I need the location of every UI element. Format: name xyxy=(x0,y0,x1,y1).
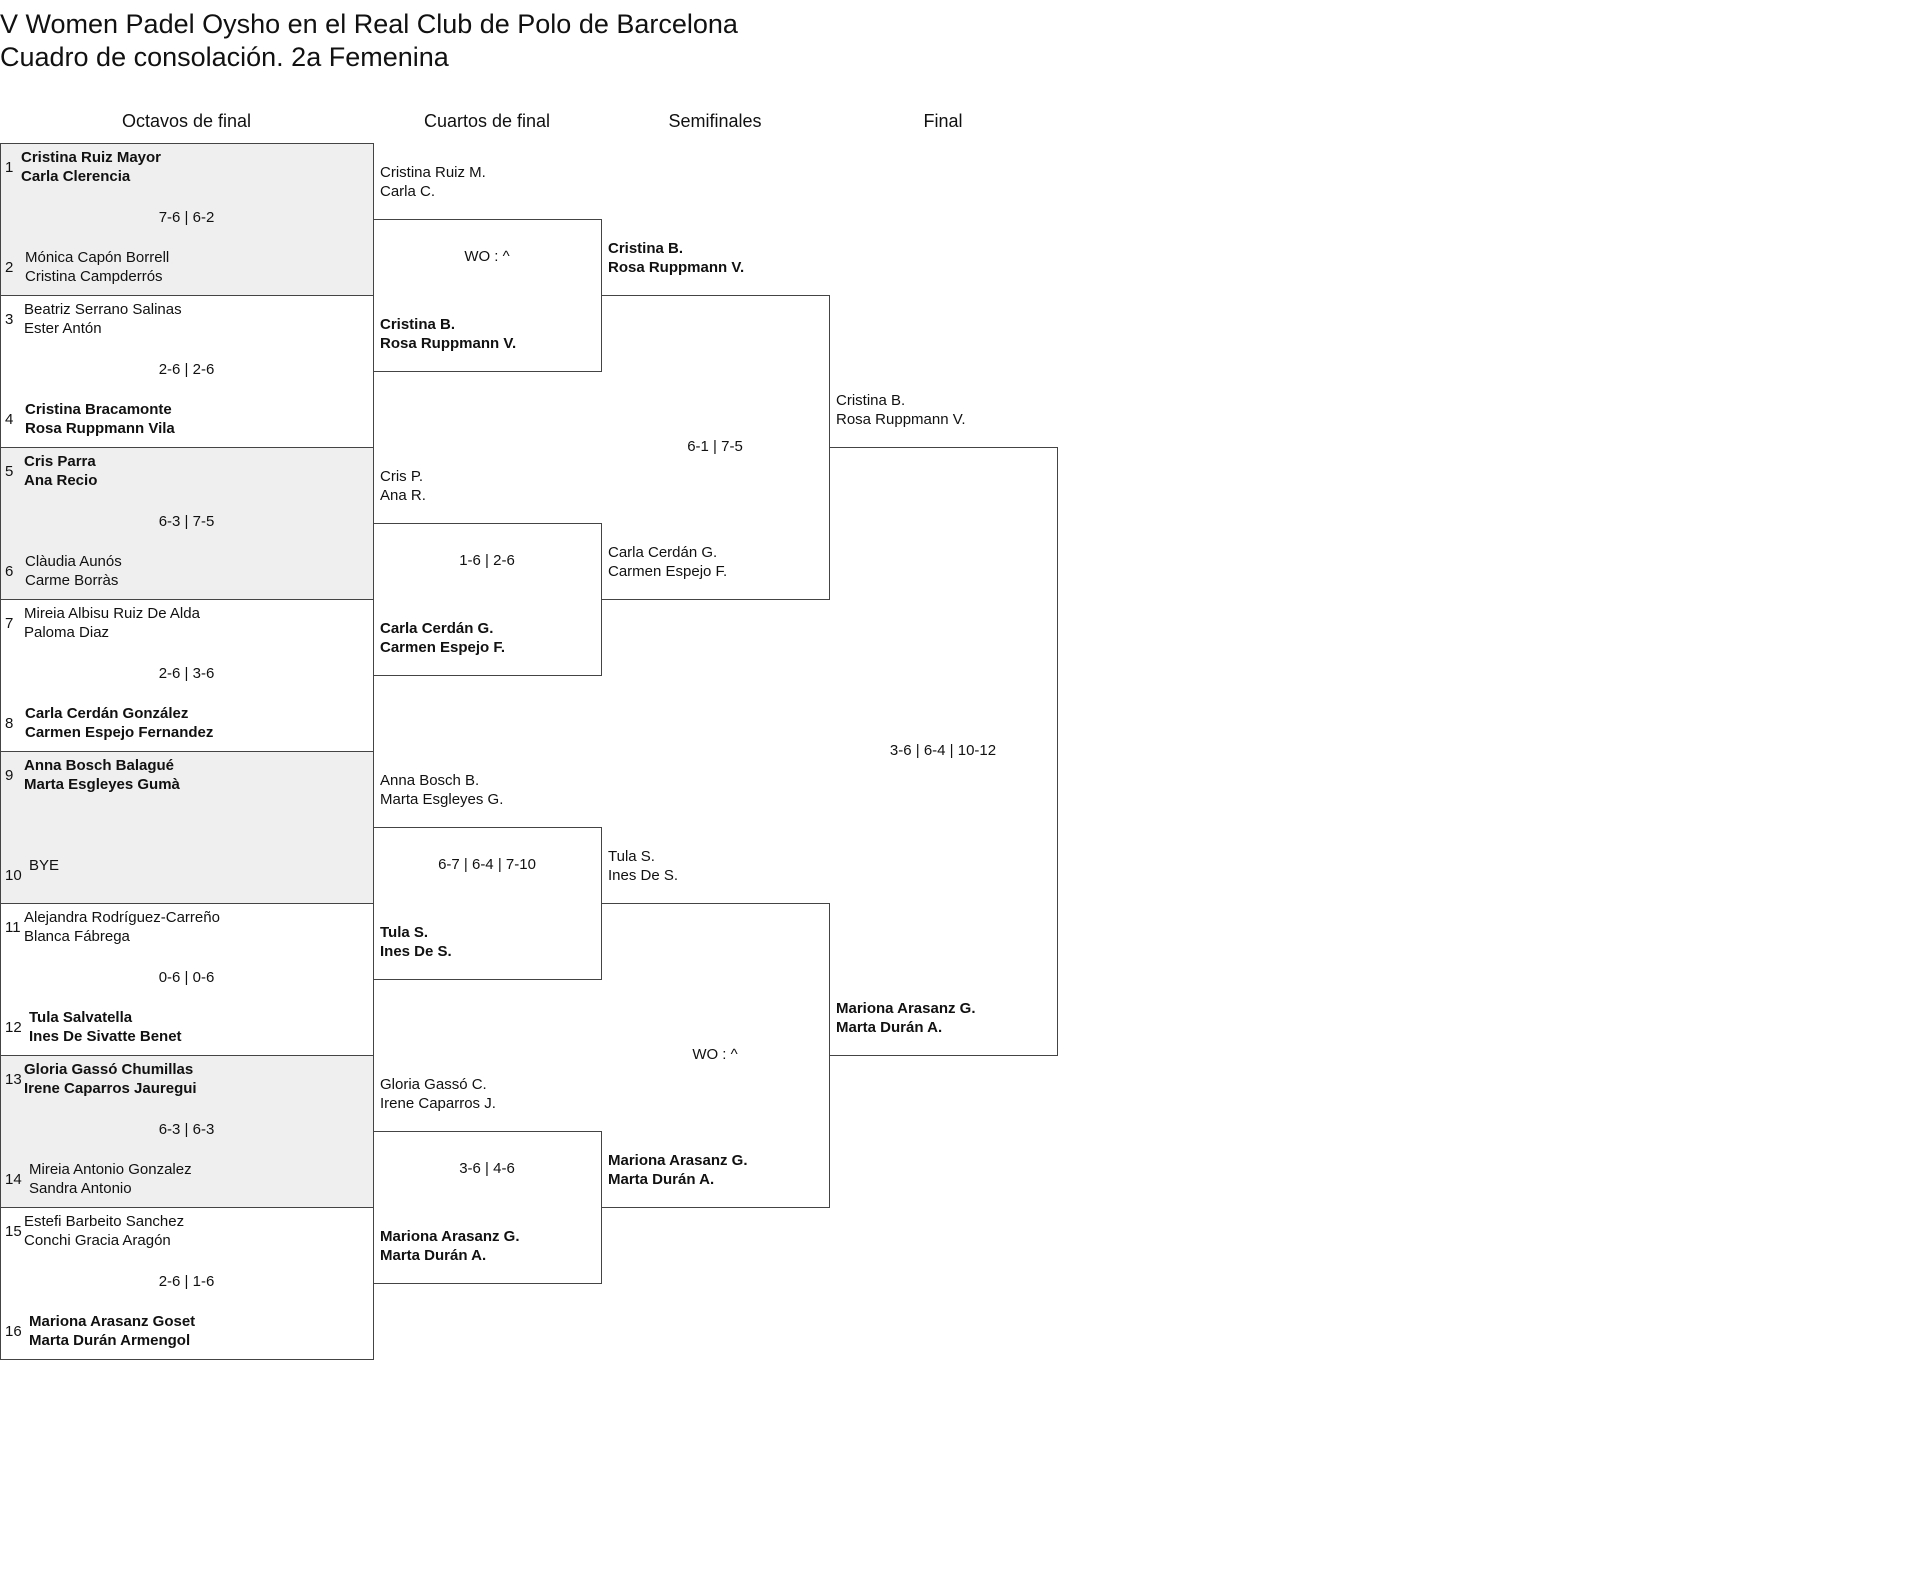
match-score: 2-6 | 1-6 xyxy=(158,1273,215,1290)
team-b xyxy=(380,315,516,353)
player-name: Ana R. xyxy=(380,487,426,504)
player-name xyxy=(29,875,59,894)
player-name: Cristina Ruiz Mayor xyxy=(21,149,162,166)
player-name: Rosa Ruppmann V. xyxy=(608,259,745,276)
team-a xyxy=(24,1060,197,1098)
player-name: Estefi Barbeito Sanchez xyxy=(24,1213,185,1230)
seed-number: 11 xyxy=(5,919,21,936)
player-name: Cris Parra xyxy=(24,453,96,470)
team-a xyxy=(24,604,200,642)
team-a xyxy=(608,847,678,885)
player-name: Ana Recio xyxy=(24,472,98,489)
player-name: Cristina B. xyxy=(380,316,456,333)
player-name: Cristina Bracamonte xyxy=(25,401,172,418)
player-name: Carmen Espejo F. xyxy=(380,639,506,656)
seed-number: 6 xyxy=(5,563,14,580)
player-name: Carla Cerdán G. xyxy=(380,620,494,637)
team-a xyxy=(608,239,744,277)
team-a xyxy=(24,908,220,946)
player-name: Cristina Ruiz M. xyxy=(380,164,486,181)
player-name: Carla Cerdán G. xyxy=(608,544,718,561)
match-score: WO : ^ xyxy=(464,248,510,265)
player-name: Anna Bosch Balagué xyxy=(24,757,175,774)
seed-number: 5 xyxy=(5,463,14,480)
team-b xyxy=(25,248,169,286)
team-a xyxy=(24,300,182,338)
seed-number: 13 xyxy=(5,1071,22,1088)
player-name: Carla Clerencia xyxy=(21,168,131,185)
player-name: Rosa Ruppmann V. xyxy=(380,335,517,352)
seed-number: 12 xyxy=(5,1019,22,1036)
team-b xyxy=(608,1151,747,1189)
match-score: 2-6 | 3-6 xyxy=(158,665,215,682)
player-name: Mariona Arasanz Goset xyxy=(29,1313,196,1330)
player-name: Ines De Sivatte Benet xyxy=(29,1028,182,1045)
player-name: Carmen Espejo Fernandez xyxy=(25,724,214,741)
player-name: Tula Salvatella xyxy=(29,1009,133,1026)
player-name: Mariona Arasanz G. xyxy=(836,1000,976,1017)
seed-number: 16 xyxy=(5,1323,22,1340)
player-name: Sandra Antonio xyxy=(29,1180,132,1197)
team-b xyxy=(29,1008,182,1046)
player-name: Cristina B. xyxy=(836,392,906,409)
player-name: Alejandra Rodríguez-Carreño xyxy=(24,909,220,926)
player-name: Mireia Albisu Ruiz De Alda xyxy=(24,605,200,622)
player-name: BYE xyxy=(29,857,60,874)
match-score: 6-1 | 7-5 xyxy=(687,438,743,455)
player-name: Tula S. xyxy=(608,848,655,865)
player-name: Rosa Ruppmann Vila xyxy=(25,420,175,437)
match-score: 6-3 | 6-3 xyxy=(158,1121,215,1138)
team-b xyxy=(380,923,452,961)
team-a xyxy=(21,148,161,186)
player-name: Carla Cerdán González xyxy=(25,705,189,722)
player-name: Ines De S. xyxy=(380,943,452,960)
team-b xyxy=(25,704,213,742)
seed-number: 15 xyxy=(5,1223,22,1240)
player-name: Cristina B. xyxy=(608,240,684,257)
tournament-title: V Women Padel Oysho en el Real Club de Polo de Barcelona xyxy=(0,9,738,39)
team-b xyxy=(29,1160,192,1198)
match-score: 6-3 | 7-5 xyxy=(158,513,215,530)
player-name: Gloria Gassó Chumillas xyxy=(24,1061,194,1078)
team-b xyxy=(25,400,175,438)
team-b xyxy=(380,1227,519,1265)
match-score: WO : ^ xyxy=(692,1046,738,1063)
player-name: Carmen Espejo F. xyxy=(608,563,728,580)
match-score: 3-6 | 6-4 | 10-12 xyxy=(889,742,997,759)
team-a xyxy=(836,391,966,429)
player-name: Marta Durán Armengol xyxy=(29,1332,191,1349)
team-b xyxy=(608,543,727,581)
team-a xyxy=(24,452,97,490)
seed-number: 9 xyxy=(5,767,14,784)
player-name: Irene Caparros Jauregui xyxy=(24,1080,197,1097)
seed-number: 7 xyxy=(5,615,14,632)
team-b xyxy=(25,552,122,590)
player-name: Mariona Arasanz G. xyxy=(380,1228,520,1245)
team-b xyxy=(29,1312,195,1350)
player-name: Mireia Antonio Gonzalez xyxy=(29,1161,192,1178)
player-name: Conchi Gracia Aragón xyxy=(24,1232,171,1249)
team-b xyxy=(29,856,59,894)
player-name: Marta Esgleyes Gumà xyxy=(24,776,180,793)
seed-number: 4 xyxy=(5,411,14,428)
player-name: Gloria Gassó C. xyxy=(380,1076,487,1093)
seed-number: 8 xyxy=(5,715,14,732)
player-name: Paloma Diaz xyxy=(24,624,110,641)
player-name: Ines De S. xyxy=(608,867,679,884)
seed-number: 10 xyxy=(5,867,22,884)
player-name: Marta Durán A. xyxy=(836,1019,943,1036)
seed-number: 3 xyxy=(5,311,14,328)
match-score: 6-7 | 6-4 | 7-10 xyxy=(438,856,536,873)
team-a xyxy=(24,1212,184,1250)
player-name: Rosa Ruppmann V. xyxy=(836,411,966,428)
team-b xyxy=(380,619,505,657)
player-name: Marta Esgleyes G. xyxy=(380,791,504,808)
team-a xyxy=(380,467,426,505)
round-header-qf: Cuartos de final xyxy=(423,111,551,131)
player-name: Irene Caparros J. xyxy=(380,1095,496,1112)
player-name: Beatriz Serrano Salinas xyxy=(24,301,182,318)
round-header-r16: Octavos de final xyxy=(121,111,252,131)
player-name: Anna Bosch B. xyxy=(380,772,480,789)
team-a xyxy=(380,163,486,201)
player-name: Carme Borràs xyxy=(25,572,119,589)
player-name: Mónica Capón Borrell xyxy=(25,249,170,266)
match-score: 7-6 | 6-2 xyxy=(158,209,215,226)
player-name: Blanca Fábrega xyxy=(24,928,130,945)
match-score: 0-6 | 0-6 xyxy=(158,969,215,986)
match-score: 1-6 | 2-6 xyxy=(459,552,515,569)
player-name: Cris P. xyxy=(380,468,424,485)
player-name: Marta Durán A. xyxy=(380,1247,487,1264)
team-a xyxy=(380,1075,496,1113)
player-name: Mariona Arasanz G. xyxy=(608,1152,748,1169)
team-a xyxy=(24,756,180,794)
seed-number: 14 xyxy=(5,1171,22,1188)
round-header-sf: Semifinales xyxy=(668,111,762,131)
draw-subtitle: Cuadro de consolación. 2a Femenina xyxy=(0,42,449,72)
team-b xyxy=(836,999,975,1037)
player-name: Marta Durán A. xyxy=(608,1171,715,1188)
round-header-final: Final xyxy=(923,111,963,131)
seed-number: 2 xyxy=(5,259,14,276)
player-name: Cristina Campderrós xyxy=(25,268,163,285)
player-name: Ester Antón xyxy=(24,320,102,337)
match-score: 3-6 | 4-6 xyxy=(459,1160,515,1177)
player-name: Tula S. xyxy=(380,924,429,941)
match-score: 2-6 | 2-6 xyxy=(158,361,215,378)
player-name: Clàudia Aunós xyxy=(25,553,122,570)
team-a xyxy=(380,771,503,809)
seed-number: 1 xyxy=(5,159,14,176)
player-name: Carla C. xyxy=(380,183,436,200)
